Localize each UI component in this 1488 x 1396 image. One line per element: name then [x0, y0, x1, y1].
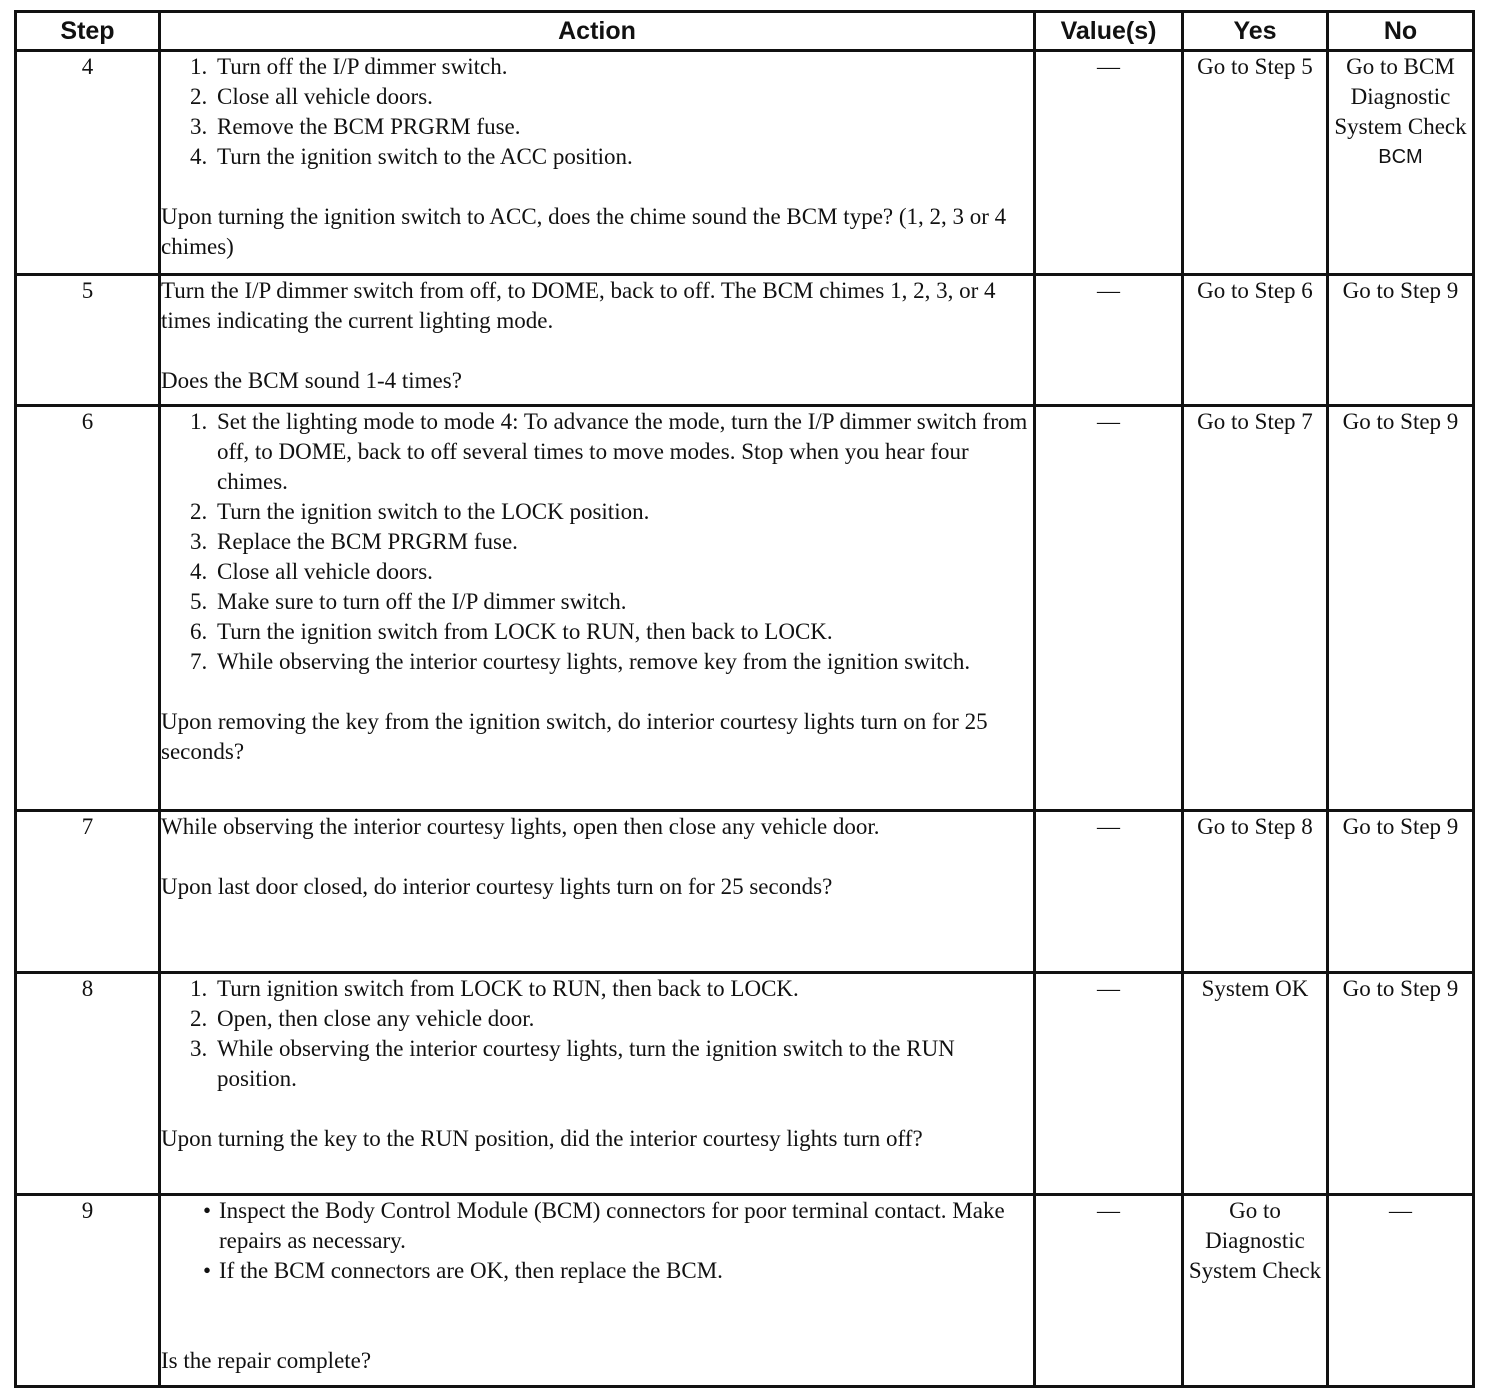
no-cell: — [1328, 1195, 1474, 1387]
yes-cell: Go to Diagnostic System Check [1183, 1195, 1328, 1387]
header-step: Step [16, 12, 160, 51]
action-bullet: • Inspect the Body Control Module (BCM) connectors for poor terminal contact. Make repairs as necessary. [211, 1196, 1033, 1256]
header-no: No [1328, 12, 1474, 51]
yes-cell: System OK [1183, 973, 1328, 1195]
action-text: While observing the interior courtesy lights, open then close any vehicle door. [161, 814, 880, 839]
yes-cell: Go to Step 6 [1183, 275, 1328, 406]
diagnostic-table [14, 10, 1475, 1388]
no-cell: Go to Step 9 [1328, 973, 1474, 1195]
value-dash: — [1097, 54, 1120, 79]
action-step: 6. Turn the ignition switch from LOCK to RUN, then back to LOCK. [213, 617, 1033, 647]
no-cell: Go to Step 9 [1328, 275, 1474, 406]
action-step: 5. Make sure to turn off the I/P dimmer switch. [213, 587, 1033, 617]
value-dash: — [1097, 1198, 1120, 1223]
action-step: 2. Turn the ignition switch to the LOCK position. [213, 497, 1033, 527]
table-row-step-9 [16, 1195, 1474, 1387]
value-cell [1035, 973, 1183, 1195]
no-extra-text: BCM [1378, 146, 1423, 168]
action-steps [161, 407, 1033, 677]
header-row [16, 12, 1474, 51]
step-number: 6 [16, 406, 160, 811]
action-cell [160, 406, 1035, 811]
yes-cell: Go to Step 8 [1183, 811, 1328, 973]
action-step: 2. Close all vehicle doors. [213, 82, 1033, 112]
table-row-step-6 [16, 406, 1474, 811]
yes-cell: Go to Step 5 [1183, 51, 1328, 275]
action-cell [160, 811, 1035, 973]
value-cell [1035, 1195, 1183, 1387]
table-row-step-5 [16, 275, 1474, 406]
table-row-step-7 [16, 811, 1474, 973]
action-bullet: • If the BCM connectors are OK, then replace the BCM. [211, 1256, 1033, 1286]
action-question: Upon turning the ignition switch to ACC, does the chime sound the BCM type? (1, 2, 3 or 4 chimes) [161, 204, 1007, 259]
action-question: Upon removing the key from the ignition switch, do interior courtesy lights turn on for 25 seconds? [161, 709, 988, 764]
action-step: 2. Open, then close any vehicle door. [213, 1004, 1033, 1034]
step-number: 5 [16, 275, 160, 406]
action-step: 1. Turn off the I/P dimmer switch. [213, 52, 1033, 82]
action-cell [160, 275, 1035, 406]
table-row-step-4 [16, 51, 1474, 275]
step-number: 8 [16, 973, 160, 1195]
action-step: 1. Set the lighting mode to mode 4: To advance the mode, turn the I/P dimmer switch from off, to DOME, back to off several times to move modes. Stop when you hear four chimes. [213, 407, 1033, 497]
value-cell [1035, 811, 1183, 973]
value-cell [1035, 406, 1183, 811]
action-steps [161, 52, 1033, 172]
action-cell [160, 1195, 1035, 1387]
header-values: Value(s) [1035, 12, 1183, 51]
value-dash: — [1097, 409, 1120, 434]
value-dash: — [1097, 976, 1120, 1001]
no-cell [1328, 51, 1474, 275]
no-cell: Go to Step 9 [1328, 811, 1474, 973]
no-cell: Go to Step 9 [1328, 406, 1474, 811]
action-step: 1. Turn ignition switch from LOCK to RUN, then back to LOCK. [213, 974, 1033, 1004]
action-step: 3. While observing the interior courtesy lights, turn the ignition switch to the RUN position. [213, 1034, 1033, 1094]
action-question: Upon turning the key to the RUN position, did the interior courtesy lights turn off? [161, 1126, 923, 1151]
step-number: 4 [16, 51, 160, 275]
action-step: 4. Turn the ignition switch to the ACC position. [213, 142, 1033, 172]
action-question: Upon last door closed, do interior courtesy lights turn on for 25 seconds? [161, 874, 833, 899]
value-dash: — [1097, 278, 1120, 303]
value-cell [1035, 51, 1183, 275]
action-step: 3. Replace the BCM PRGRM fuse. [213, 527, 1033, 557]
action-step: 3. Remove the BCM PRGRM fuse. [213, 112, 1033, 142]
action-question: Is the repair complete? [161, 1348, 372, 1373]
header-action: Action [160, 12, 1035, 51]
table-row-step-8 [16, 973, 1474, 1195]
action-steps [161, 974, 1033, 1094]
value-dash: — [1097, 814, 1120, 839]
action-cell [160, 51, 1035, 275]
step-number: 9 [16, 1195, 160, 1387]
action-text: Turn the I/P dimmer switch from off, to DOME, back to off. The BCM chimes 1, 2, 3, or 4 times indicating the current lighting mode. [161, 278, 996, 333]
action-bullets [161, 1196, 1033, 1286]
action-cell [160, 973, 1035, 1195]
value-cell [1035, 275, 1183, 406]
yes-cell: Go to Step 7 [1183, 406, 1328, 811]
action-question: Does the BCM sound 1-4 times? [161, 368, 462, 393]
action-step: 4. Close all vehicle doors. [213, 557, 1033, 587]
no-text: Go to BCM Diagnostic System Check [1334, 54, 1467, 139]
header-yes: Yes [1183, 12, 1328, 51]
step-number: 7 [16, 811, 160, 973]
action-step: 7. While observing the interior courtesy lights, remove key from the ignition switch. [213, 647, 1033, 677]
